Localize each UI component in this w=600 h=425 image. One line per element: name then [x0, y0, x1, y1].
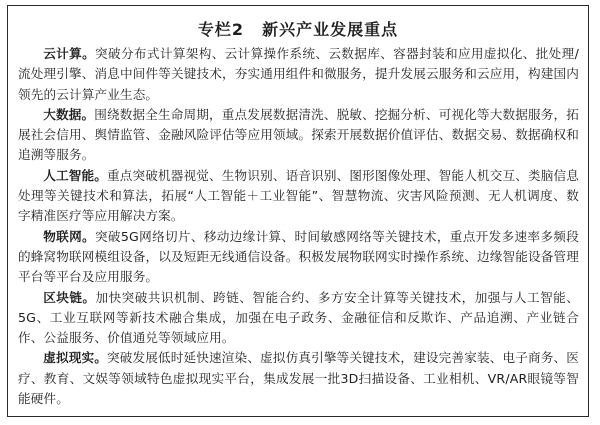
section-text: 重点突破机器视觉、生物识别、语音识别、图形图像处理、智能人机交互、类脑信息处理等关键技术和算法，拓展“人工智能＋工业智能”、智慧物流、灾害风险预测、无人机调度、数字精准医疗等应用解决方案。 — [18, 167, 579, 224]
column-label: 专栏2 — [197, 20, 245, 39]
column-body — [18, 44, 579, 409]
column-title — [8, 17, 588, 40]
section-heading: 人工智能。 — [43, 167, 107, 183]
section-text: 围绕数据全生命周期，重点发展数据清洗、脱敏、挖掘分析、可视化等大数据服务，拓展社会信用、舆情监管、金融风险评估等应用领域。探索开展数据价值评估、数据交易、数据确权和追溯等服务。 — [18, 106, 579, 163]
section-heading: 云计算。 — [43, 46, 96, 61]
section-blockchain — [18, 288, 579, 349]
special-column-box — [7, 5, 589, 417]
section-text: 突破5G网络切片、移动边缘计算、时间敏感网络等关键技术，重点开发多速率多频段的蜂窝物联网模组设备，以及短距无线通信设备。积极发展物联网实时操作系统、边缘智能设备管理平台等平台及应用服务。 — [18, 228, 579, 285]
section-text: 突破分布式计算架构、云计算操作系统、云数据库、容器封装和应用虚拟化、批处理/流处理引擎、消息中间件等关键技术，夯实通用组件和微服务，提升发展云服务和云应用，构建国内领先的云计算产业生态。 — [18, 46, 579, 102]
section-heading: 区块链。 — [43, 289, 96, 305]
section-heading: 物联网。 — [43, 228, 95, 244]
section-big-data — [18, 105, 579, 166]
section-virtual-reality — [18, 348, 579, 409]
section-cloud-computing — [18, 44, 579, 105]
column-heading: 新兴产业发展重点 — [262, 20, 399, 39]
section-artificial-intelligence — [18, 166, 579, 227]
section-text: 突破发展低时延快速渲染、虚拟仿真引擎等关键技术，建设完善家装、电子商务、医疗、教育、文娱等领域特色虚拟现实平台，集成发展一批3D扫描设备、工业相机、VR/AR眼镜等智能硬件。 — [18, 350, 579, 407]
section-heading: 大数据。 — [43, 106, 95, 122]
section-text: 加快突破共识机制、跨链、智能合约、多方安全计算等关键技术，加强与人工智能、5G、工业互联网等新技术融合集成，加强在电子政务、金融征信和反欺诈、产品追溯、产业链合作、公益服务、价值通兑等领域应用。 — [18, 289, 579, 346]
section-internet-of-things — [18, 227, 579, 288]
section-heading: 虚拟现实。 — [43, 350, 107, 366]
